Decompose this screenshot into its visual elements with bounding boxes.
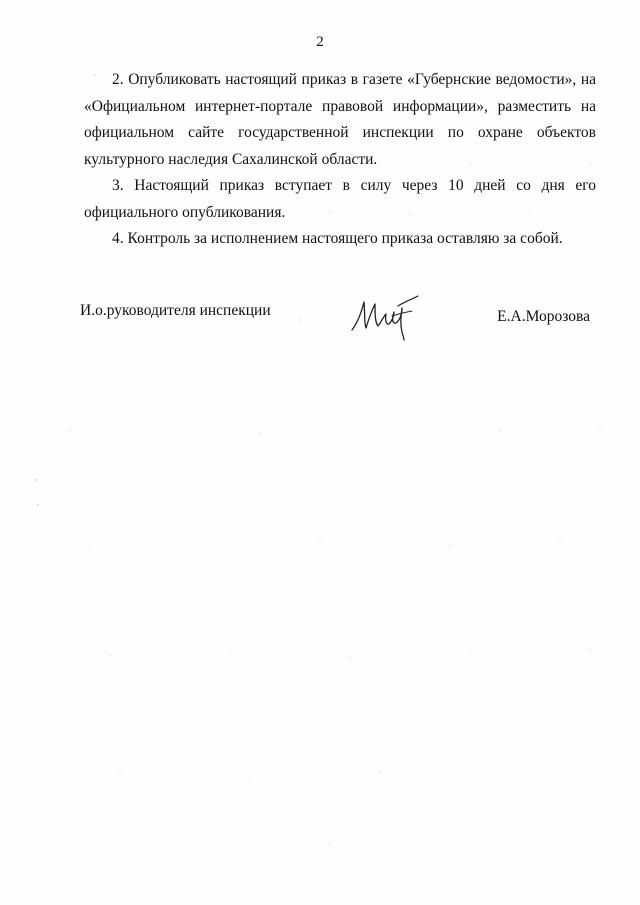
signature-block <box>80 292 590 352</box>
page-number: 2 <box>316 34 324 50</box>
signatory-name: Е.А.Морозова <box>497 308 590 325</box>
handwritten-signature <box>348 292 428 344</box>
paragraph-publication: 2. Опубликовать настоящий приказ в газете «Губернские ведомости», на «Официальном интернет-портале правовой информации», разместить на официальном сайте государственной инспекции по охране объектов культурного наследия Сахалинской области. <box>84 71 596 168</box>
paragraph-effective-date: 3. Настоящий приказ вступает в силу через 10 дней со дня его официального опубликования. <box>84 177 596 221</box>
paragraph-control: 4. Контроль за исполнением настоящего приказа оставляю за собой. <box>112 230 563 247</box>
signatory-position: И.о.руководителя инспекции <box>80 302 271 319</box>
document-body <box>84 67 596 253</box>
